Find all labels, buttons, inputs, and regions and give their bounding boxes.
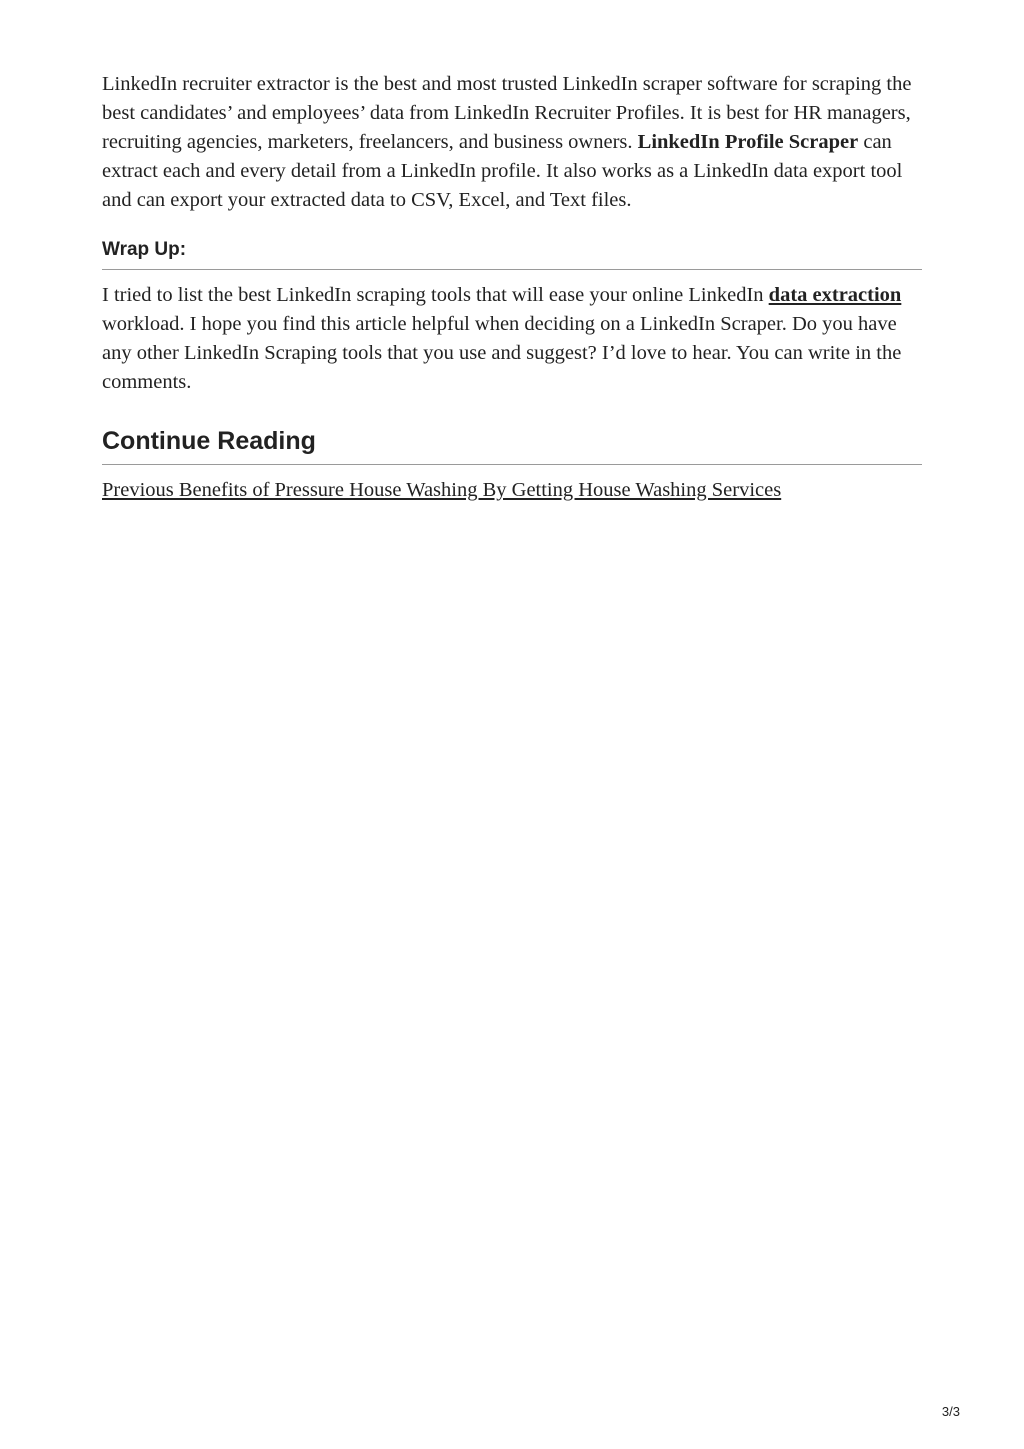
wrap-up-paragraph [102, 281, 922, 397]
continue-reading-heading: Continue Reading [102, 427, 922, 465]
data-extraction-link[interactable]: data extraction [768, 284, 902, 306]
page-number: 3/3 [941, 1404, 960, 1419]
wrap-up-text-start: I tried to list the best LinkedIn scraping tools that will ease your online LinkedIn [102, 284, 769, 306]
intro-text-start: LinkedIn recruiter extractor is the best and most trusted LinkedIn scraper software for scraping the best candidates’ and employees’ data from LinkedIn Recruiter Profiles. It is best for HR managers, recruiting agencies, marketers, freelancers, and business owners. [102, 73, 912, 153]
wrap-up-text-end: workload. I hope you find this article helpful when deciding on a LinkedIn Scraper. Do you have any other LinkedIn Scraping tools that you use and suggest? I’d love to hear. You can write in the comments. [102, 313, 902, 393]
article-content [102, 70, 922, 505]
previous-post-link[interactable]: Previous Benefits of Pressure House Washing By Getting House Washing Services [102, 479, 782, 501]
intro-paragraph [102, 70, 922, 215]
intro-text-end: can extract each and every detail from a LinkedIn profile. It also works as a LinkedIn data export tool and can export your extracted data to CSV, Excel, and Text files. [102, 131, 903, 211]
previous-post-line [102, 476, 922, 505]
profile-scraper-bold: LinkedIn Profile Scraper [637, 131, 859, 153]
wrap-up-heading: Wrap Up: [102, 239, 922, 270]
